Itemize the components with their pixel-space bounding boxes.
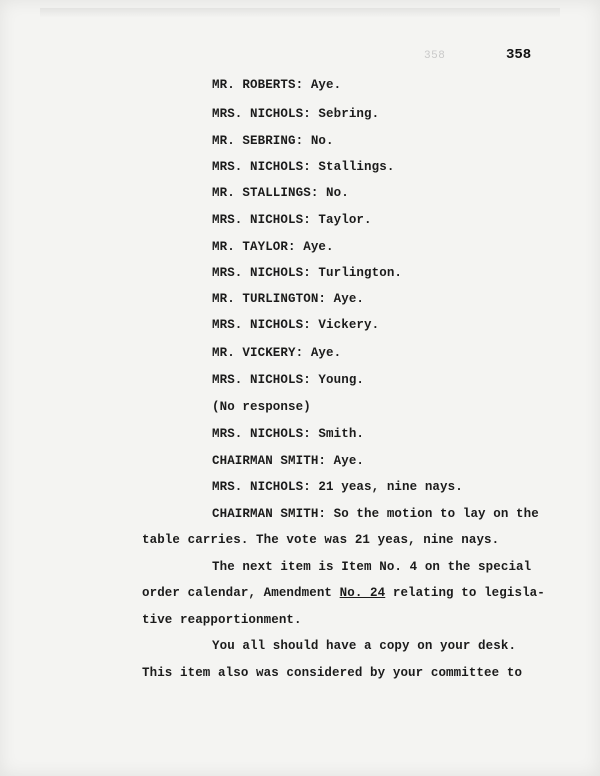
line-text: order calendar, Amendment [142, 586, 340, 600]
transcript-line: MR. VICKERY: Aye. [212, 346, 342, 360]
amendment-number: No. 24 [339, 586, 386, 600]
transcript-line: tive reapportionment. [142, 613, 302, 627]
transcript-line: MRS. NICHOLS: Vickery. [212, 318, 380, 332]
transcript-line: MRS. NICHOLS: Stallings. [212, 160, 395, 174]
transcript-line: MRS. NICHOLS: 21 yeas, nine nays. [212, 480, 463, 494]
transcript-line: The next item is Item No. 4 on the special [212, 560, 532, 574]
transcript-line: table carries. The vote was 21 yeas, nine nays. [142, 533, 500, 547]
transcript-line: MR. ROBERTS: Aye. [212, 78, 342, 92]
transcript-line: MRS. NICHOLS: Young. [212, 373, 365, 387]
faint-page-number: 358 [424, 50, 446, 62]
transcript-line [142, 586, 545, 600]
transcript-line: This item also was considered by your committee to [142, 666, 523, 680]
page-top-edge-shadow [40, 8, 560, 18]
transcript-line: CHAIRMAN SMITH: So the motion to lay on the [212, 507, 539, 521]
line-text: relating to legisla- [385, 586, 545, 600]
transcript-line: MRS. NICHOLS: Taylor. [212, 213, 372, 227]
transcript-line: MRS. NICHOLS: Turlington. [212, 266, 403, 280]
transcript-line: MRS. NICHOLS: Smith. [212, 427, 365, 441]
transcript-line: (No response) [212, 400, 311, 414]
transcript-line: MRS. NICHOLS: Sebring. [212, 107, 380, 121]
transcript-line: MR. TURLINGTON: Aye. [212, 292, 365, 306]
transcript-line: MR. TAYLOR: Aye. [212, 240, 334, 254]
transcript-line: MR. SEBRING: No. [212, 134, 334, 148]
transcript-line: You all should have a copy on your desk. [212, 639, 517, 653]
transcript-line: CHAIRMAN SMITH: Aye. [212, 454, 365, 468]
transcript-line: MR. STALLINGS: No. [212, 186, 349, 200]
page-number: 358 [506, 47, 532, 63]
